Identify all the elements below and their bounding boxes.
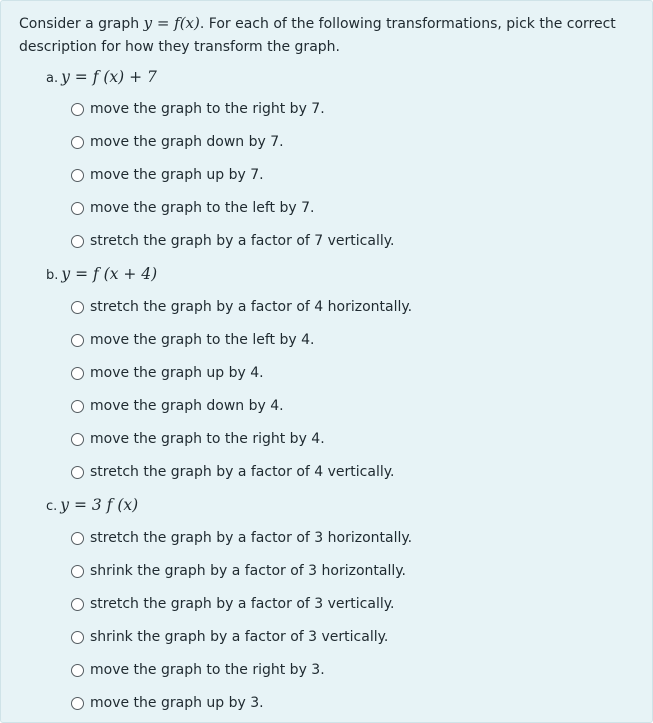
- part-a-option[interactable]: [71, 131, 284, 153]
- radio-button[interactable]: [71, 103, 84, 116]
- part-a-heading: [46, 66, 157, 88]
- part-c-option[interactable]: [71, 560, 406, 582]
- part-c-letter: c.: [46, 499, 58, 514]
- radio-button[interactable]: [71, 532, 84, 545]
- option-label: move the graph to the left by 7.: [90, 200, 315, 216]
- part-c-option[interactable]: [71, 593, 394, 615]
- part-c-option[interactable]: [71, 659, 325, 681]
- radio-button[interactable]: [71, 367, 84, 380]
- question-suffix: . For each of the following transformations, pick the correct description for how they transform the graph.: [19, 16, 616, 55]
- radio-button[interactable]: [71, 466, 84, 479]
- option-label: move the graph down by 7.: [90, 134, 284, 150]
- radio-button[interactable]: [71, 334, 84, 347]
- radio-button[interactable]: [71, 202, 84, 215]
- part-a-option[interactable]: [71, 164, 264, 186]
- radio-button[interactable]: [71, 598, 84, 611]
- option-label: move the graph to the left by 4.: [90, 332, 315, 348]
- radio-button[interactable]: [71, 631, 84, 644]
- question-prefix: Consider a graph: [19, 16, 144, 32]
- radio-button[interactable]: [71, 136, 84, 149]
- radio-button[interactable]: [71, 433, 84, 446]
- part-a-option[interactable]: [71, 98, 325, 120]
- part-c-option[interactable]: [71, 692, 264, 714]
- part-b-option[interactable]: [71, 428, 325, 450]
- part-b-option[interactable]: [71, 296, 412, 318]
- radio-button[interactable]: [71, 235, 84, 248]
- option-label: shrink the graph by a factor of 3 horizontally.: [90, 563, 406, 579]
- option-label: stretch the graph by a factor of 4 vertically.: [90, 464, 395, 480]
- option-label: shrink the graph by a factor of 3 vertically.: [90, 629, 389, 645]
- question-math: y = f(x): [143, 14, 200, 32]
- radio-button[interactable]: [71, 565, 84, 578]
- part-b-option[interactable]: [71, 362, 264, 384]
- option-label: stretch the graph by a factor of 3 horizontally.: [90, 530, 413, 546]
- part-c-option[interactable]: [71, 626, 388, 648]
- option-label: stretch the graph by a factor of 3 vertically.: [90, 596, 395, 612]
- option-label: stretch the graph by a factor of 4 horizontally.: [90, 299, 413, 315]
- radio-button[interactable]: [71, 400, 84, 413]
- part-b-option[interactable]: [71, 461, 394, 483]
- option-label: move the graph up by 4.: [90, 365, 264, 381]
- option-label: move the graph to the right by 7.: [90, 101, 325, 117]
- radio-button[interactable]: [71, 697, 84, 710]
- question-text: [19, 12, 639, 59]
- part-c-heading: [46, 494, 138, 516]
- part-c-equation: y = 3 f (x): [60, 496, 139, 514]
- option-label: stretch the graph by a factor of 7 vertically.: [90, 233, 395, 249]
- part-a-equation: y = f (x) + 7: [61, 68, 157, 86]
- part-a-option[interactable]: [71, 230, 394, 252]
- part-a-letter: a.: [46, 71, 59, 86]
- part-b-letter: b.: [46, 268, 59, 283]
- part-b-equation: y = f (x + 4): [61, 265, 158, 283]
- radio-button[interactable]: [71, 301, 84, 314]
- option-label: move the graph up by 7.: [90, 167, 264, 183]
- part-b-option[interactable]: [71, 329, 314, 351]
- part-a-option[interactable]: [71, 197, 314, 219]
- option-label: move the graph down by 4.: [90, 398, 284, 414]
- radio-button[interactable]: [71, 169, 84, 182]
- part-b-option[interactable]: [71, 395, 284, 417]
- option-label: move the graph to the right by 4.: [90, 431, 325, 447]
- radio-button[interactable]: [71, 664, 84, 677]
- option-label: move the graph to the right by 3.: [90, 662, 325, 678]
- part-b-heading: [46, 263, 157, 285]
- option-label: move the graph up by 3.: [90, 695, 264, 711]
- part-c-option[interactable]: [71, 527, 412, 549]
